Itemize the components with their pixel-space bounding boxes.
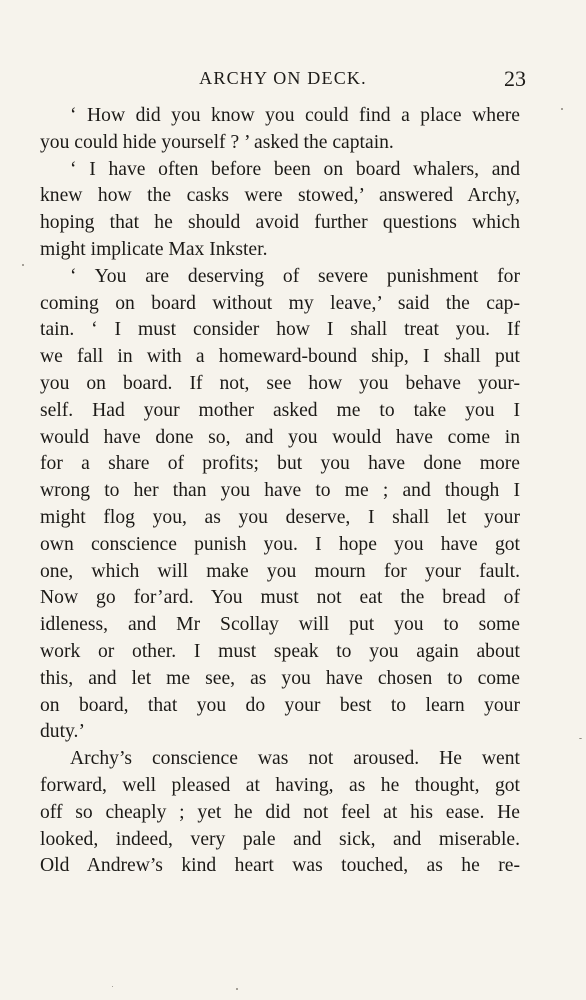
paper-speck xyxy=(579,738,582,739)
text-line: this, and let me see, as you have chosen to come xyxy=(40,667,520,689)
paper-speck xyxy=(561,108,563,110)
text-line: ‘ I have often before been on board whalers, and xyxy=(70,158,520,180)
text-line: might flog you, as you deserve, I shall let your xyxy=(40,506,520,528)
text-line: you could hide yourself ? ’ asked the captain. xyxy=(40,131,394,153)
text-line: wrong to her than you have to me ; and though I xyxy=(40,480,520,502)
text-line: tain. ‘ I must consider how I shall treat you. If xyxy=(40,319,520,341)
text-line: duty.’ xyxy=(40,721,85,743)
text-line: off so cheaply ; yet he did not feel at his ease. He xyxy=(40,801,520,823)
text-line: Archy’s conscience was not aroused. He went xyxy=(70,748,520,770)
text-line: on board, that you do your best to learn your xyxy=(40,694,520,716)
text-line: idleness, and Mr Scollay will put you to some xyxy=(40,614,520,636)
text-line: ‘ How did you know you could find a place where xyxy=(70,105,520,126)
running-head xyxy=(40,66,526,94)
running-title: ARCHY ON DECK. xyxy=(199,68,367,88)
text-line: might implicate Max Inkster. xyxy=(40,238,268,260)
text-line: own conscience punish you. I hope you have got xyxy=(40,533,520,555)
text-line: knew how the casks were stowed,’ answered Archy, xyxy=(40,185,520,207)
text-line: you on board. If not, see how you behave your- xyxy=(40,372,520,394)
text-line: one, which will make you mourn for your fault. xyxy=(40,560,520,582)
text-line: Now go for’ard. You must not eat the bread of xyxy=(40,587,520,609)
text-line: self. Had your mother asked me to take you I xyxy=(40,399,520,421)
page-number: 23 xyxy=(504,66,526,91)
text-line: work or other. I must speak to you again about xyxy=(40,640,520,662)
text-line: looked, indeed, very pale and sick, and miserable. xyxy=(40,828,520,850)
text-line: hoping that he should avoid further questions which xyxy=(40,212,520,234)
text-line: ‘ You are deserving of severe punishment for xyxy=(70,265,520,287)
text-line: for a share of profits; but you have done more xyxy=(40,453,520,475)
paper-speck xyxy=(236,988,238,990)
text-line: we fall in with a homeward-bound ship, I shall put xyxy=(40,346,520,368)
paper-speck xyxy=(112,986,113,987)
text-line: would have done so, and you would have come in xyxy=(40,426,520,448)
paper-speck xyxy=(22,264,24,266)
text-line: coming on board without my leave,’ said the cap- xyxy=(40,292,520,314)
text-line: Old Andrew’s kind heart was touched, as he re- xyxy=(40,855,520,877)
body-text xyxy=(40,103,520,880)
text-line: forward, well pleased at having, as he thought, got xyxy=(40,774,520,796)
